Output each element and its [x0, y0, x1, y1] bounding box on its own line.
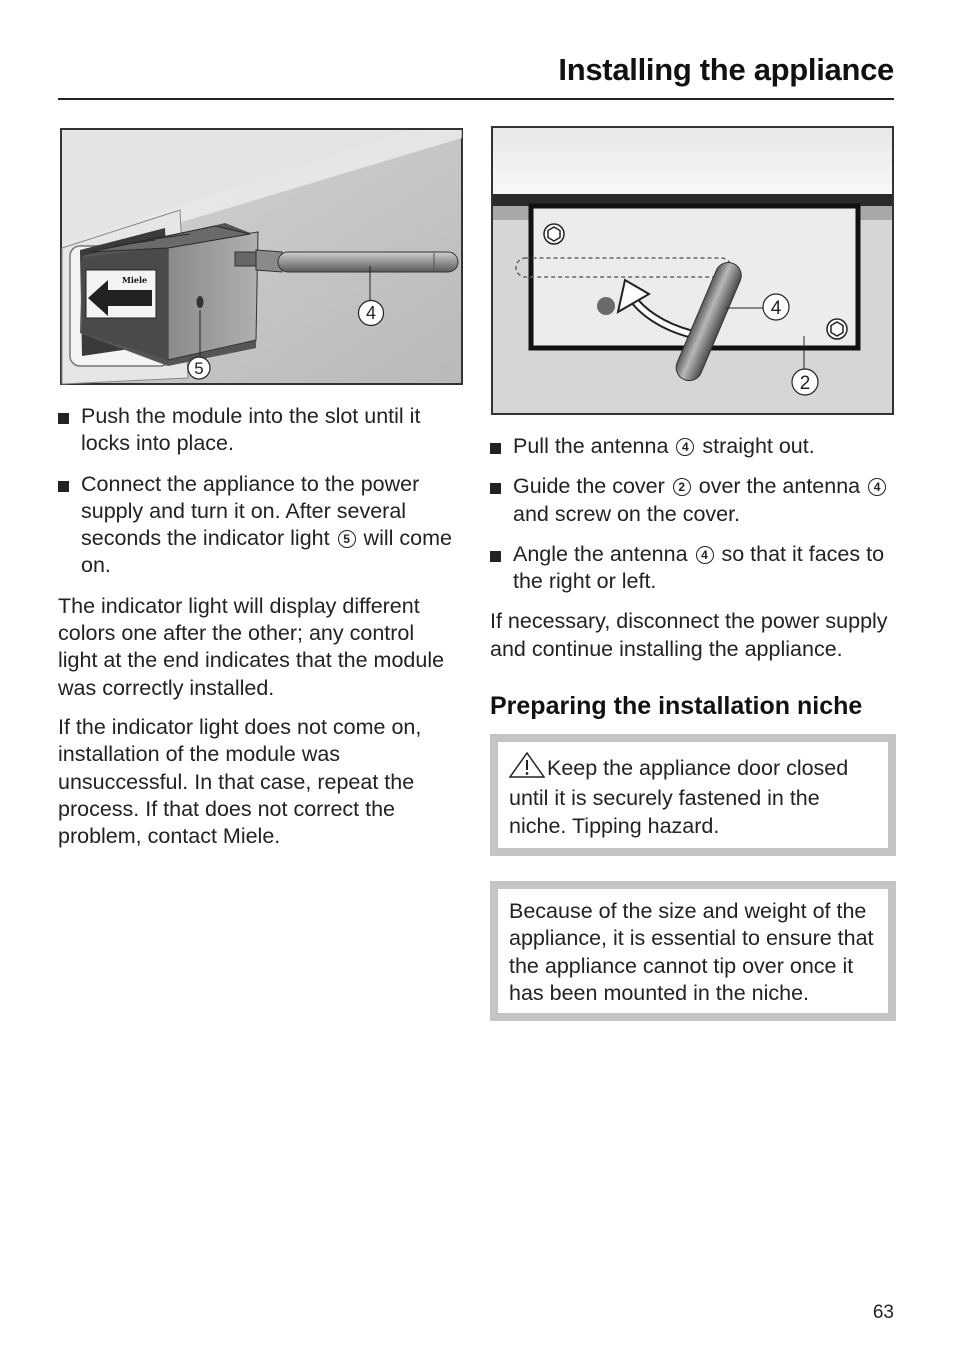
brand-label: Miele [122, 275, 148, 285]
bullet-text: will come on. [81, 526, 452, 578]
left-column [58, 403, 458, 862]
note-box [490, 881, 896, 1021]
header-rule [58, 98, 894, 100]
antenna-cover-figure [491, 126, 894, 415]
paragraph: If the indicator light does not come on, installation of the module was unsuccessful. In that case, repeat the process. If that does not correct the problem, contact Miele. [58, 714, 422, 849]
bullet-text: over the antenna [692, 474, 867, 499]
paragraph: The indicator light will display different colors one after the other; any control light at the end indicates that the module was correctly installed. [58, 593, 445, 700]
warning-triangle-icon [509, 752, 545, 785]
callout-4: 4 [770, 298, 782, 319]
callout-ref-4: 4 [868, 478, 886, 496]
page-title: Installing the appliance [558, 52, 894, 87]
warning-text: Keep the appliance door closed until it is securely fastened in the niche. Tipping hazard. [509, 756, 849, 838]
bullet-text: Connect the appliance to the power supply and turn it on. After several seconds the indicator light [81, 471, 420, 551]
callout-4: 4 [365, 303, 377, 323]
bullet-text: Angle the antenna [513, 541, 694, 566]
callout-ref-4: 4 [696, 546, 714, 564]
bullet-text: Pull the antenna [513, 434, 675, 458]
bullet-text: Guide the cover [513, 474, 671, 499]
paragraph: If necessary, disconnect the power supply and continue installing the appliance. [490, 609, 888, 661]
callout-5: 5 [194, 359, 204, 378]
callout-ref-2: 2 [673, 478, 691, 496]
note-text: Because of the size and weight of the appliance, it is essential to ensure that the appliance cannot tip over once it has been mounted in the niche. [509, 898, 874, 1005]
warning-box [490, 734, 896, 856]
list-item [58, 403, 458, 458]
page-number: 63 [872, 1302, 894, 1323]
callout-2: 2 [799, 373, 811, 394]
callout-ref-4: 4 [676, 438, 694, 456]
bullet-text: Push the module into the slot until it locks into place. [81, 404, 421, 456]
section-heading: Preparing the installation niche [490, 692, 863, 721]
right-column [490, 433, 895, 1021]
bullet-text: so that it faces to the right or left. [513, 541, 885, 594]
list-item [490, 473, 895, 528]
list-item [490, 433, 895, 460]
module-insertion-figure [60, 128, 463, 385]
list-item [490, 541, 895, 596]
callout-ref-5: 5 [338, 530, 356, 548]
bullet-text: straight out. [696, 434, 815, 458]
bullet-text: and screw on the cover. [513, 501, 741, 526]
list-item [58, 471, 458, 580]
